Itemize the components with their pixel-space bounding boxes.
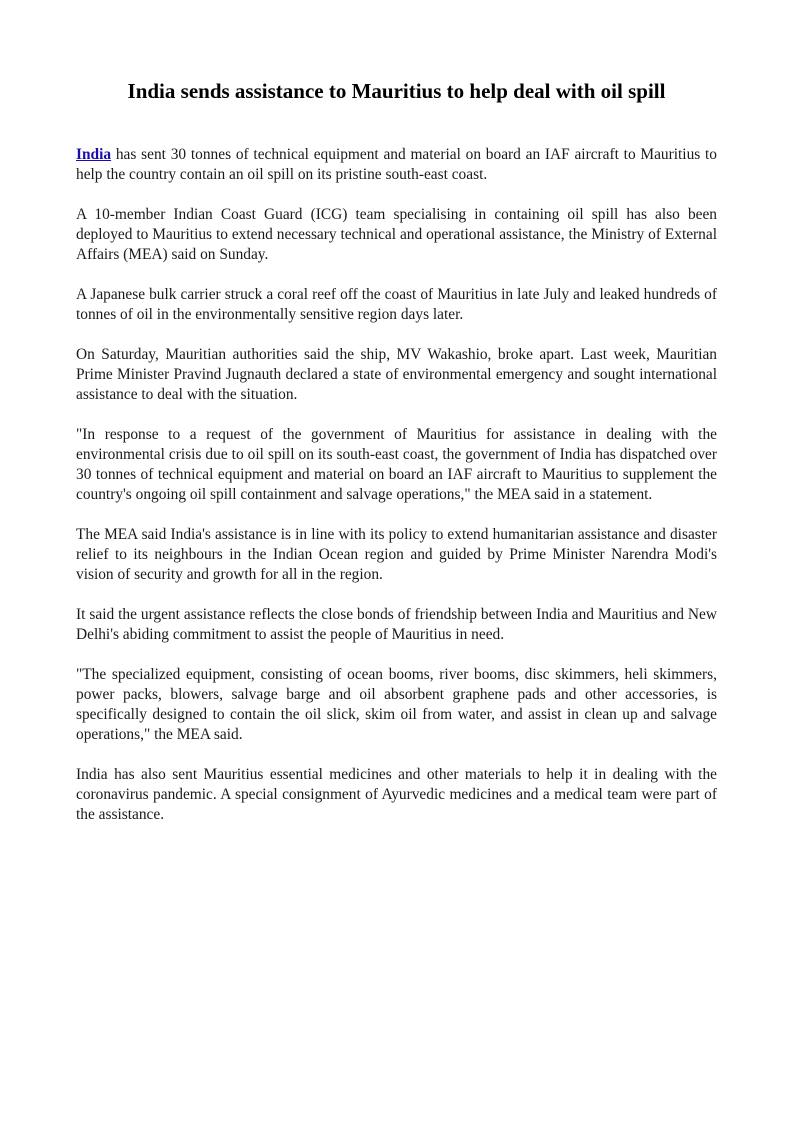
article-body	[76, 145, 717, 825]
article-page	[76, 0, 717, 845]
paragraph-3: A Japanese bulk carrier struck a coral reef off the coast of Mauritius in late July and leaked hundreds of tonnes of oil in the environmentally sensitive region days later.	[76, 286, 717, 323]
paragraph-1	[76, 145, 717, 185]
paragraph-4: On Saturday, Mauritian authorities said the ship, MV Wakashio, broke apart. Last week, Mauritian Prime Minister Pravind Jugnauth declared a state of environmental emergency and sought international assistance to deal with the situation.	[76, 346, 717, 403]
india-link[interactable]: India	[76, 146, 112, 163]
article-title: India sends assistance to Mauritius to help deal with oil spill	[127, 79, 666, 103]
paragraph-6: The MEA said India's assistance is in line with its policy to extend humanitarian assistance and disaster relief to its neighbours in the Indian Ocean region and guided by Prime Minister Narendra Modi's vision of security and growth for all in the region.	[76, 526, 717, 583]
paragraph-8: "The specialized equipment, consisting of ocean booms, river booms, disc skimmers, heli skimmers, power packs, blowers, salvage barge and oil absorbent graphene pads and other accessories, is specifically designed to contain the oil slick, skim oil from water, and assist in clean up and salvage operations," the MEA said.	[76, 666, 717, 743]
paragraph-1-text: has sent 30 tonnes of technical equipment and material on board an IAF aircraft to Mauritius to help the country contain an oil spill on its pristine south-east coast.	[76, 146, 717, 183]
paragraph-5: "In response to a request of the government of Mauritius for assistance in dealing with the environmental crisis due to oil spill on its south-east coast, the government of India has dispatched over 30 tonnes of technical equipment and material on board an IAF aircraft to Mauritius to supplement the country's ongoing oil spill containment and salvage operations," the MEA said in a statement.	[76, 426, 717, 503]
paragraph-9: India has also sent Mauritius essential medicines and other materials to help it in dealing with the coronavirus pandemic. A special consignment of Ayurvedic medicines and a medical team were part of the assistance.	[76, 766, 717, 823]
paragraph-2: A 10-member Indian Coast Guard (ICG) team specialising in containing oil spill has also been deployed to Mauritius to extend necessary technical and operational assistance, the Ministry of External Affairs (MEA) said on Sunday.	[76, 206, 717, 263]
paragraph-7: It said the urgent assistance reflects the close bonds of friendship between India and Mauritius and New Delhi's abiding commitment to assist the people of Mauritius in need.	[76, 606, 717, 643]
